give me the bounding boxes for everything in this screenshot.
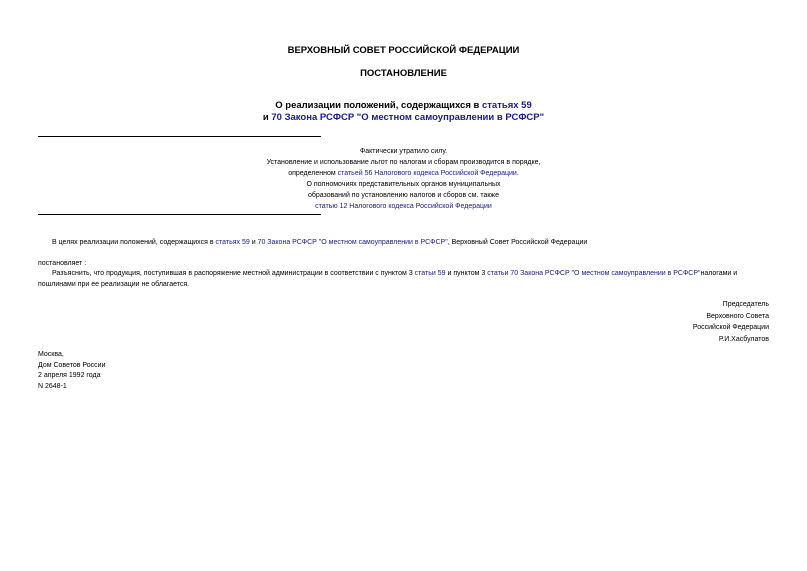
preamble-text: , Верховный Совет Российской Федерации [447,239,588,246]
tax-code-article-12-link[interactable]: статью 12 Налогового кодекса Российской Федерации [315,203,492,210]
title-line-2 [0,112,807,124]
preamble-articles-59-link[interactable]: статьях 59 [215,239,250,246]
note-line: Фактически утратило силу. [359,148,448,155]
signature-line: Российской Федерации [692,324,769,331]
document-type-heading: ПОСТАНОВЛЕНИЕ [360,68,447,79]
note-text: определенном [288,170,338,177]
signature-line: Верховного Совета [706,312,769,320]
council-heading: ВЕРХОВНЫЙ СОВЕТ РОССИЙСКОЙ ФЕДЕРАЦИИ [287,45,520,56]
title-line-1 [0,100,807,112]
note-line [0,168,807,179]
place-building: Дом Советов России [38,361,106,369]
preamble-text: и [249,239,258,246]
preamble [52,237,587,248]
preamble-text: В целях реализации положений, содержащихся в [52,239,216,246]
signatory-name: Р.И.Хасбулатов [718,335,769,343]
clause-law-70-link[interactable]: статьи 70 Закона РСФСР "О местном самоуправлении в РСФСР" [487,270,701,277]
clause-text: и пунктом 3 [445,270,488,277]
place-city: Москва, [38,351,64,358]
editorial-note [0,146,807,212]
document-number: N 2648-1 [38,382,67,390]
place-date-block [38,350,105,392]
note-text: . [516,170,519,177]
articles-59-link[interactable]: статьях 59 [481,100,532,111]
clause-article-59-link[interactable]: статьи 59 [414,270,446,277]
note-line [0,201,807,212]
document-date: 2 апреля 1992 года [38,372,101,379]
tax-code-article-56-link[interactable]: статьей 56 Налогового кодекса Российской Федерации [337,170,517,177]
clause-text: Разъяснить, что продукция, поступившая в распоряжение местной администрации в соответствии с пунктом 3 [52,270,415,277]
clause-line-2: пошлинами при ее реализации не облагается. [38,281,190,288]
note-line: образований по установлению налогов и сборов см. также [308,192,499,199]
note-line: Установление и использование льгот по налогам и сборам производится в порядке, [266,159,541,166]
note-line: О полномочиях представительных органов муниципальных [306,181,501,188]
divider-top [38,136,321,137]
clause-text: налогами и [700,270,738,277]
resolves-label: постановляет : [38,260,87,267]
title-text: О реализации положений, содержащихся в [275,100,482,111]
title-text: и [262,112,272,123]
signature-line: Председатель [722,301,769,308]
divider-bottom [38,214,321,215]
clause-line-1 [52,268,769,279]
law-70-link[interactable]: 70 Закона РСФСР "О местном самоуправлении в РСФСР" [271,112,545,123]
preamble-law-70-link[interactable]: 70 Закона РСФСР "О местном самоуправлении в РСФСР" [257,239,448,246]
document-title [0,100,807,124]
signature-block [569,299,769,345]
